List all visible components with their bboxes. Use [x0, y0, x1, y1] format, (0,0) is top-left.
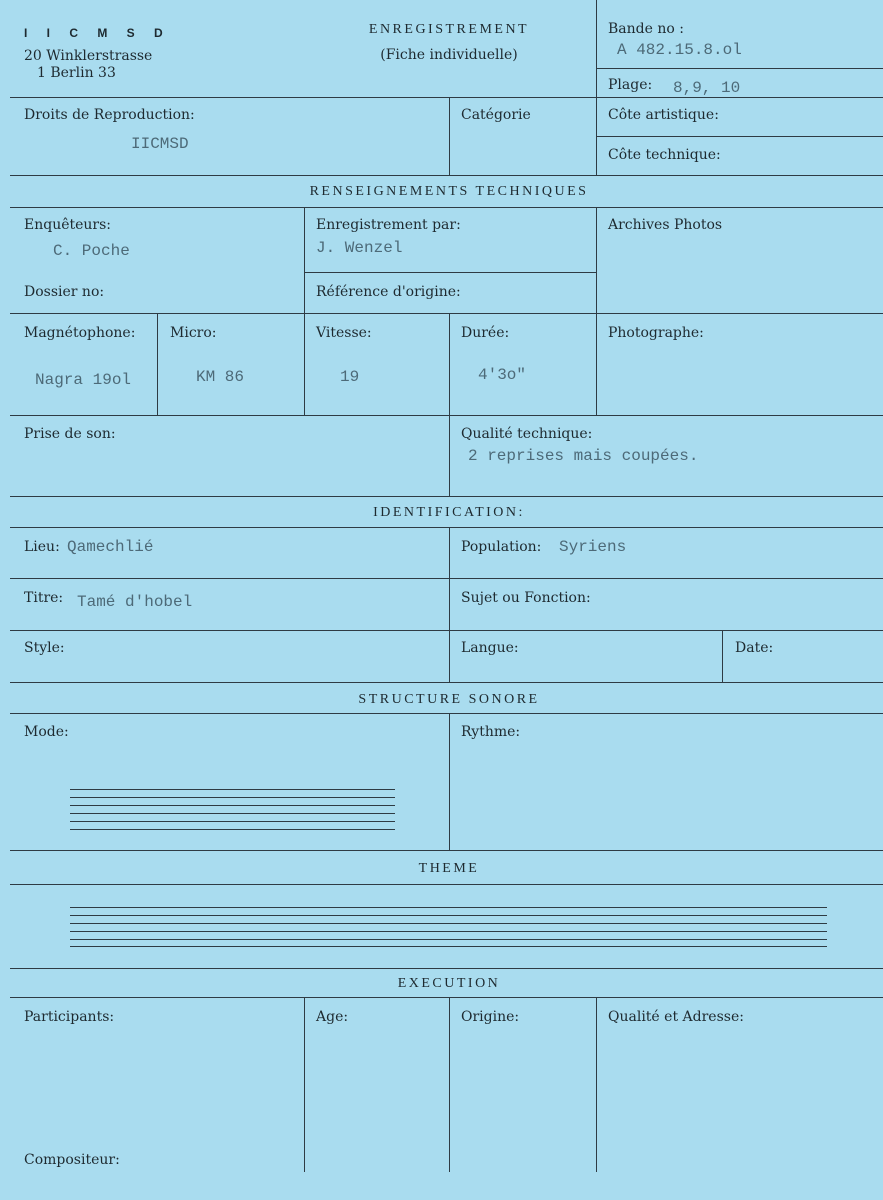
vitesse-label: Vitesse: [316, 325, 372, 341]
rule [304, 997, 305, 1172]
photographe-label: Photographe: [608, 325, 704, 341]
qualite-technique-label: Qualité technique: [461, 426, 593, 442]
rule [10, 97, 883, 98]
rule [157, 313, 158, 415]
technique-heading: RENSEIGNEMENTS TECHNIQUES [309, 184, 589, 199]
cote-technique-label: Côte technique: [608, 147, 721, 163]
address-line-1: 20 Winklerstrasse [24, 48, 153, 64]
plage-value: 8,9, 10 [673, 79, 741, 97]
rule [304, 313, 305, 415]
dossier-label: Dossier no: [24, 284, 105, 300]
micro-value: KM 86 [196, 368, 245, 386]
rule [449, 527, 450, 682]
staff-line [70, 931, 827, 932]
titre-value: Tamé d'hobel [77, 593, 193, 611]
age-label: Age: [316, 1009, 349, 1025]
magnetophone-value: Nagra 19ol [35, 371, 132, 389]
micro-label: Micro: [170, 325, 217, 341]
rule [449, 997, 450, 1172]
population-value: Syriens [559, 538, 627, 556]
rule [10, 997, 883, 998]
rule [10, 175, 883, 176]
magnetophone-label: Magnétophone: [24, 325, 136, 341]
rule [10, 527, 883, 528]
enregistrement-par-value: J. Wenzel [316, 239, 403, 257]
staff-line [70, 923, 827, 924]
structure-heading: STRUCTURE SONORE [358, 692, 540, 707]
rule [596, 313, 597, 415]
droits-label: Droits de Reproduction: [24, 107, 195, 123]
style-label: Style: [24, 640, 65, 656]
langue-label: Langue: [461, 640, 519, 656]
droits-value: IICMSD [131, 135, 189, 153]
population-label: Population: [461, 539, 542, 555]
org-logo: I I C M S D [24, 26, 171, 40]
rule [304, 272, 596, 273]
address-line-2: 1 Berlin 33 [37, 65, 116, 81]
rule [596, 136, 883, 137]
titre-label: Titre: [24, 590, 64, 606]
rule [449, 97, 450, 175]
rule [10, 884, 883, 885]
rule [10, 630, 883, 631]
origine-label: Origine: [461, 1009, 520, 1025]
cote-artistique-label: Côte artistique: [608, 107, 719, 123]
staff-line [70, 813, 395, 814]
rule [596, 0, 597, 97]
form-title: ENREGISTREMENT [368, 22, 530, 37]
identification-heading: IDENTIFICATION: [373, 505, 525, 520]
qualite-adresse-label: Qualité et Adresse: [608, 1009, 744, 1025]
rule [10, 207, 883, 208]
staff-line [70, 797, 395, 798]
rule [10, 682, 883, 683]
qualite-technique-value: 2 reprises mais coupées. [468, 447, 699, 465]
rule [722, 630, 723, 682]
rythme-label: Rythme: [461, 724, 521, 740]
duree-label: Durée: [461, 325, 510, 341]
lieu-value: Qamechlié [67, 538, 154, 556]
vitesse-value: 19 [340, 368, 360, 386]
duree-value: 4'3o" [478, 366, 527, 384]
staff-line [70, 915, 827, 916]
staff-line [70, 907, 827, 908]
staff-line [70, 789, 395, 790]
staff-line [70, 939, 827, 940]
rule [304, 207, 305, 313]
mode-label: Mode: [24, 724, 69, 740]
rule [596, 68, 883, 69]
rule [449, 415, 450, 496]
compositeur-label: Compositeur: [24, 1152, 120, 1168]
rule [10, 578, 883, 579]
categorie-label: Catégorie [461, 107, 531, 123]
enqueteurs-label: Enquêteurs: [24, 217, 112, 233]
rule [449, 313, 450, 415]
rule [449, 713, 450, 850]
sujet-label: Sujet ou Fonction: [461, 590, 591, 606]
bande-value: A 482.15.8.ol [617, 41, 742, 59]
rule [596, 997, 597, 1172]
staff-line [70, 946, 827, 947]
rule [596, 207, 597, 313]
staff-line [70, 829, 395, 830]
rule [10, 713, 883, 714]
reference-label: Référence d'origine: [316, 284, 461, 300]
bande-label: Bande no : [608, 21, 684, 37]
rule [10, 496, 883, 497]
lieu-label: Lieu: [24, 539, 60, 555]
participants-label: Participants: [24, 1009, 115, 1025]
rule [10, 415, 883, 416]
theme-heading: THEME [418, 861, 480, 876]
rule [596, 97, 597, 175]
form-subtitle: (Fiche individuelle) [380, 47, 518, 63]
plage-label: Plage: [608, 77, 653, 93]
prise-de-son-label: Prise de son: [24, 426, 116, 442]
rule [10, 313, 883, 314]
date-label: Date: [735, 640, 774, 656]
enqueteurs-value: C. Poche [53, 242, 130, 260]
archives-photos-label: Archives Photos [608, 217, 723, 233]
rule [10, 968, 883, 969]
rule [10, 850, 883, 851]
staff-line [70, 821, 395, 822]
enregistrement-par-label: Enregistrement par: [316, 217, 461, 233]
execution-heading: EXECUTION [397, 976, 501, 991]
staff-line [70, 805, 395, 806]
